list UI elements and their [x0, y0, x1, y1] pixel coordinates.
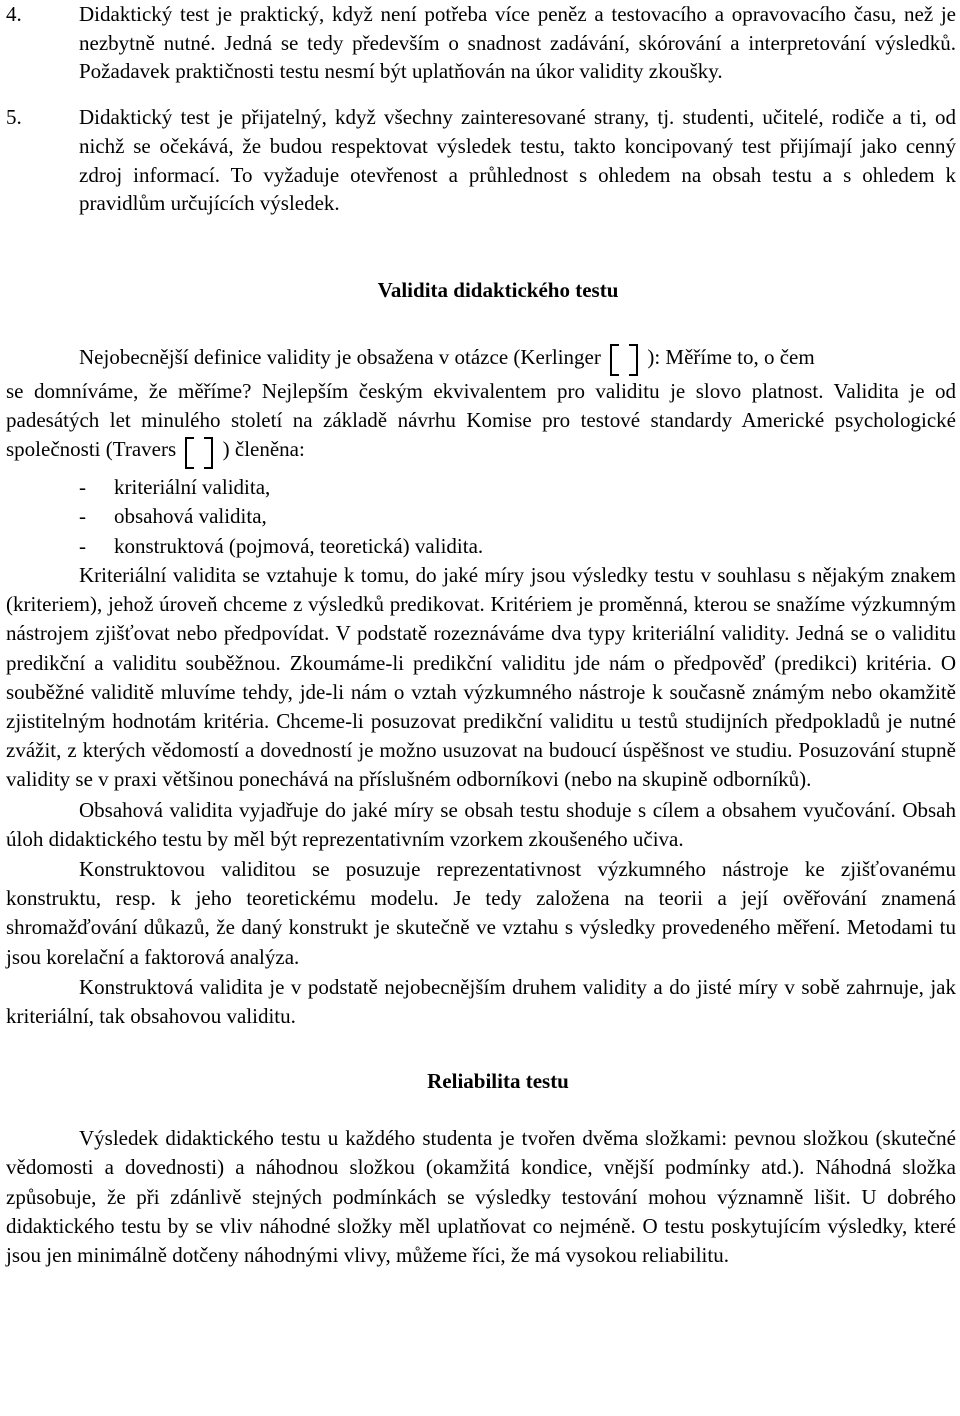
numbered-item-4: [6, 0, 956, 86]
definition-text-1: Nejobecnější definice validity je obsažena v otázce (Kerlinger: [79, 344, 601, 369]
list-item: - kriteriální validita,: [6, 473, 956, 503]
definition-text-3: se domníváme, že měříme? Nejlepším českým ekvivalentem pro validitu je slovo platnost. Validita je od padesátých let minulého století na základě návrhu Komise pro testové standardy Americké psychologické společnosti (Travers: [6, 378, 956, 462]
item-number: 4.: [6, 2, 22, 26]
definition-text-2: ): Měříme to, o čem: [647, 344, 815, 369]
definition-line: [6, 338, 956, 377]
citation-placeholder: [608, 344, 640, 374]
document-page: [6, 0, 956, 1270]
definition-text-4: ) členěna:: [222, 437, 305, 462]
list-item: - konstruktová (pojmová, teoretická) validita.: [6, 532, 956, 562]
section-heading-validita: Validita didaktického testu: [377, 277, 619, 302]
numbered-item-5: [6, 103, 956, 218]
paragraph-reliabilita: Výsledek didaktického testu u každého studenta je tvořen dvěma složkami: pevnou složkou (skutečné vědomosti a dovednosti) a náhodnou složkou (okamžitá kondice, vnější podmínky atd.). Náhodná složka způsobuje, že při zdánlivě stejných podmínkách se výsledky testování mohou významně lišit. U dobrého didaktického testu by se vliv náhodné složky měl uplatňovat co nejméně. O testu poskytujícím výsledky, které jsou jen minimálně dotčeny náhodnými vlivy, můžeme říci, že má vysokou reliabilitu.: [6, 1126, 956, 1268]
paragraph-konstruktova-2: Konstruktová validita je v podstatě nejobecnějším druhem validity a do jisté míry v sobě zahrnuje, jak kriteriální, tak obsahovou validitu.: [6, 974, 956, 1029]
validity-types-list: [6, 473, 956, 562]
item-number: 5.: [6, 105, 22, 130]
paragraph-konstruktova: Konstruktovou validitou se posuzuje reprezentativnost výzkumného nástroje ke zjišťovanému konstruktu, resp. k jeho teoretickému modelu. Je tedy založena na teorii a její ověřování znamená shromažďování důkazů, že daný konstrukt je skutečně ve vztahu s výsledky provedeného měření. Metodami tu jsou korelační a faktorová analýza.: [6, 857, 956, 969]
list-marker: -: [79, 504, 86, 529]
item-text: Didaktický test je přijatelný, když všechny zainteresované strany, tj. studenti, učitelé, rodiče a ti, od nichž se očekává, že budou respektovat výsledek testu, takto koncipovaný test přijímají jako cenný zdroj informací. To vyžaduje otevřenost a průhlednost s ohledem na obsah testu a s ohledem k pravidlům určujících výsledek.: [79, 105, 956, 216]
definition-continuation: [6, 377, 956, 467]
item-text: Didaktický test je praktický, když není potřeba více peněz a testovacího a opravovacího času, než je nezbytně nutné. Jedná se tedy především o snadnost zadávání, skórování a interpretování výsledků. Požadavek praktičnosti testu nesmí být uplatňován na úkor validity zkoušky.: [79, 2, 956, 84]
citation-placeholder: [183, 437, 215, 467]
paragraph-kriterialni: Kriteriální validita se vztahuje k tomu, do jaké míry jsou výsledky testu v souhlasu s nějakým znakem (kriteriem), jehož úroveň chceme z výsledků predikovat. Kritériem je proměnná, kterou se snažíme výzkumným nástrojem zjišťovat nebo předpovídat. V podstatě rozeznáváme dva typy kriteriální validity. Jedná se o validitu predikční a validitu souběžnou. Zkoumáme-li predikční validitu jde nám o předpověď (predikci) kritéria. O souběžné validitě mluvíme tehdy, jde-li nám o vztah výzkumného nástroje k současně známým nebo okamžitě zjistitelným hodnotám kritéria. Chceme-li posuzovat predikční validitu u testů studijních předpokladů je nutné zvážit, z kterých vědomostí a dovedností je možno usuzovat na budoucí úspěšnost ve studiu. Posuzování stupně validity se v praxi většinou ponechává na příslušném odborníkovi (nebo na skupině odborníků).: [6, 563, 956, 792]
section-heading-reliabilita: Reliabilita testu: [427, 1069, 569, 1094]
list-marker: -: [79, 533, 86, 558]
paragraph-obsahova: Obsahová validita vyjadřuje do jaké míry se obsah testu shoduje s cílem a obsahem vyučování. Obsah úloh didaktického testu by měl být reprezentativním vzorkem zkoušeného učiva.: [6, 797, 956, 851]
list-marker: -: [79, 474, 86, 499]
list-item: - obsahová validita,: [6, 502, 956, 532]
